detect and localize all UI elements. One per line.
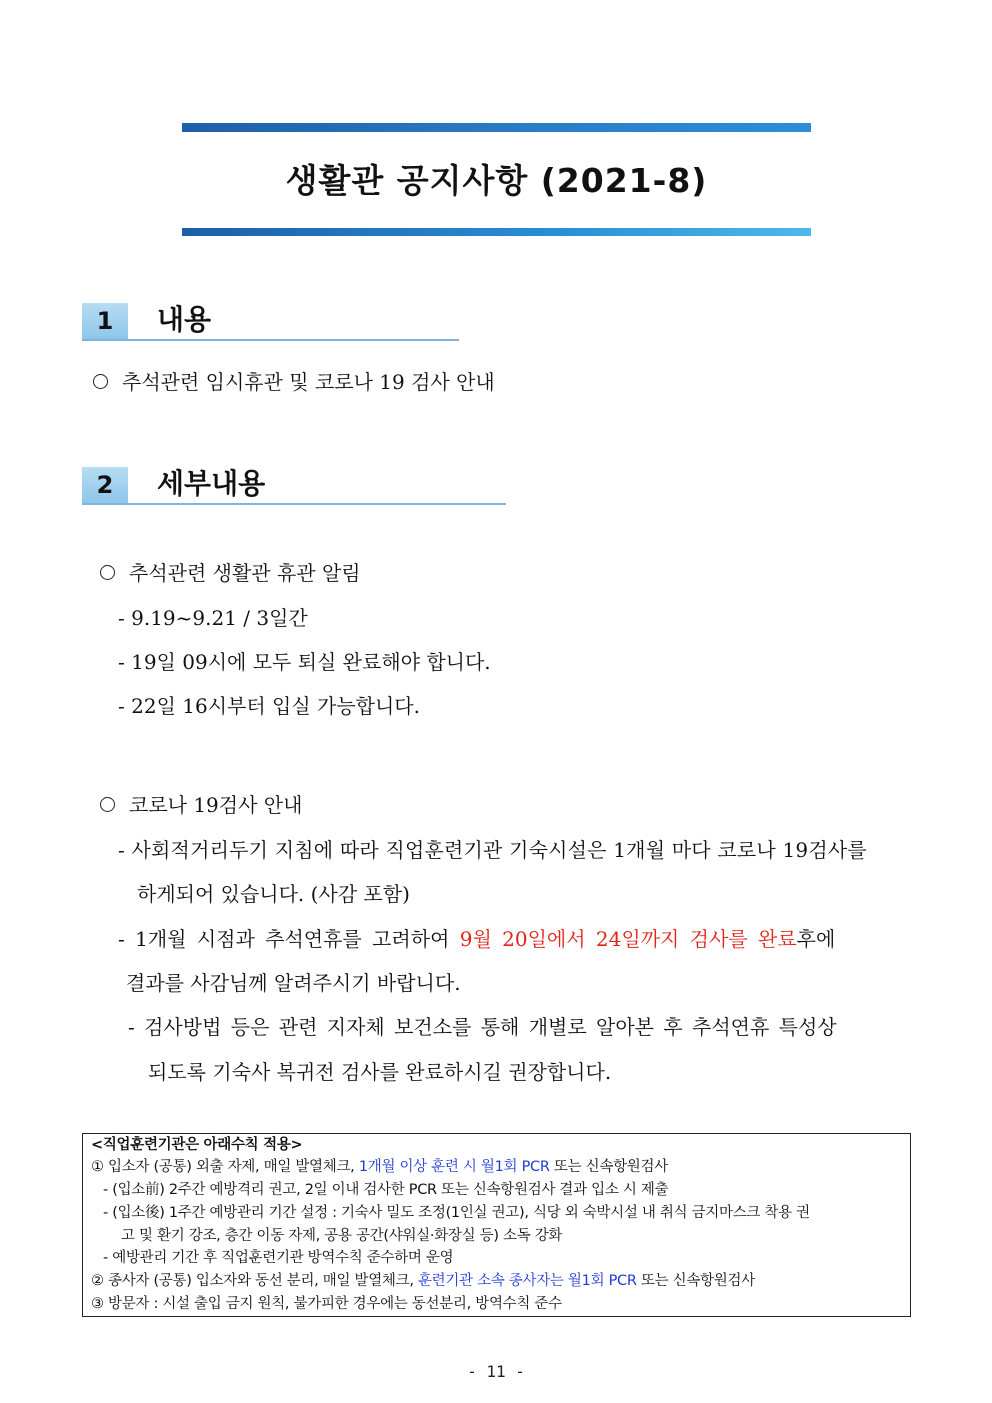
bullet-circle-icon xyxy=(100,797,115,812)
rules-line-3: - (입소後) 1주간 예방관리 기간 설정 : 기숙사 밀도 조정(1인실 권고), 식당 외 숙박시설 내 취식 금지마스크 착용 권 xyxy=(103,1205,810,1221)
covid-line-1: - 사회적거리두기 지침에 따라 직업훈련기관 기숙시설은 1개월 마다 코로나 19검사를 xyxy=(118,838,867,862)
rules-line-5: ② 종사자 (공통) 입소자와 동선 분리, 매일 발열체크, 훈련기관 소속 종사자는 월1회 PCR 또는 신속항원검사 xyxy=(91,1273,755,1289)
content-item-1: 추석관련 임시휴관 및 코로나 19 검사 안내 xyxy=(93,368,495,396)
title-bar-bottom xyxy=(182,228,811,236)
covid-line-3b: 되도록 기숙사 복귀전 검사를 완료하시길 권장합니다. xyxy=(148,1060,612,1084)
section-1-underline xyxy=(82,339,459,341)
covid-line-2: - 1개월 시점과 추석연휴를 고려하여 9월 20일에서 24일까지 검사를 완료후에 xyxy=(118,927,836,951)
section-1-label: 내용 xyxy=(157,303,212,336)
rules-line-1: ① 입소자 (공통) 외출 자제, 매일 발열체크, 1개월 이상 훈련 시 월1회 PCR 또는 신속항원검사 xyxy=(91,1159,668,1175)
covid-title: 코로나 19검사 안내 xyxy=(100,791,302,819)
title-bar-top xyxy=(182,123,811,132)
test-deadline-highlight: 9월 20일에서 24일까지 검사를 완료 xyxy=(459,927,797,951)
closure-title: 추석관련 생활관 휴관 알림 xyxy=(100,559,361,587)
section-1-number: 1 xyxy=(82,303,128,339)
bullet-circle-icon xyxy=(100,565,115,580)
rules-box xyxy=(82,1133,911,1317)
covid-line-1b: 하게되어 있습니다. (사감 포함) xyxy=(137,882,410,906)
rules-header: <직업훈련기관은 아래수칙 적용> xyxy=(91,1137,303,1153)
closure-checkin: - 22일 16시부터 입실 가능합니다. xyxy=(118,694,420,718)
page-number: - 11 - xyxy=(467,1362,525,1381)
section-2-underline xyxy=(82,503,506,505)
bullet-circle-icon xyxy=(93,374,108,389)
closure-checkout: - 19일 09시에 모두 퇴실 완료해야 합니다. xyxy=(118,650,491,674)
rules-line-2: - (입소前) 2주간 예방격리 권고, 2일 이내 검사한 PCR 또는 신속항원검사 결과 입소 시 제출 xyxy=(103,1182,669,1198)
section-2-label: 세부내용 xyxy=(157,467,266,500)
covid-line-2b: 결과를 사감님께 알려주시기 바랍니다. xyxy=(126,971,461,995)
page-title: 생활관 공지사항 (2021-8) xyxy=(285,161,708,200)
covid-line-3: - 검사방법 등은 관련 지자체 보건소를 통해 개별로 알아본 후 추석연휴 특성상 xyxy=(128,1015,837,1039)
closure-dates: - 9.19~9.21 / 3일간 xyxy=(118,606,308,630)
rules-line-3b: 고 및 환기 강조, 층간 이동 자제, 공용 공간(샤워실·화장실 등) 소독 강화 xyxy=(121,1228,563,1244)
section-2-number: 2 xyxy=(82,467,128,503)
rules-line-6: ③ 방문자 : 시설 출입 금지 원칙, 불가피한 경우에는 동선분리, 방역수칙 준수 xyxy=(91,1296,562,1312)
rules-line-4: - 예방관리 기간 후 직업훈련기관 방역수칙 준수하며 운영 xyxy=(103,1250,454,1266)
